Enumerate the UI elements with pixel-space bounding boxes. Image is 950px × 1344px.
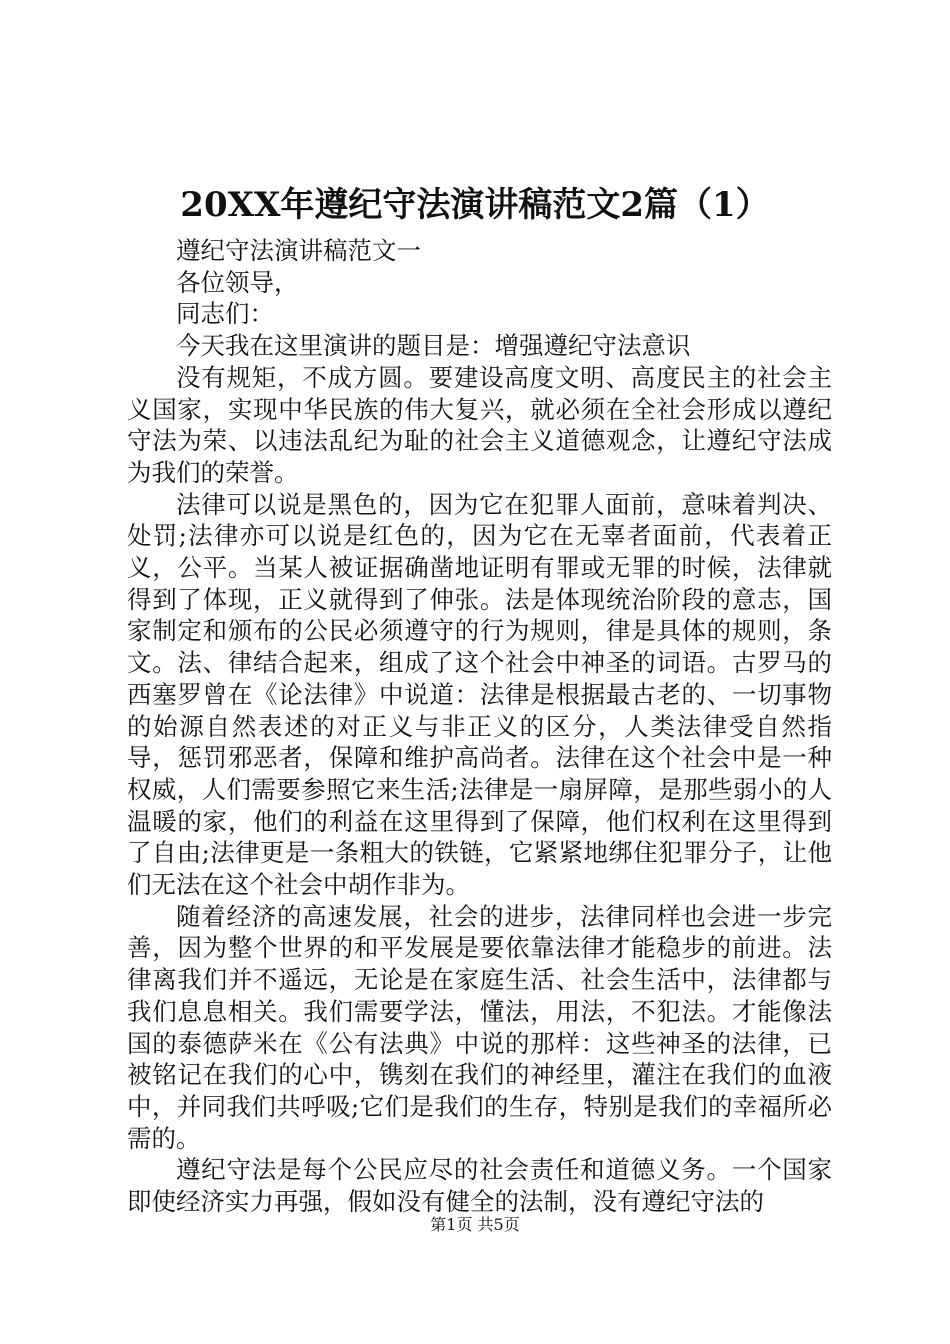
document-title: 20XX年遵纪守法演讲稿范文2篇（1） [180, 185, 770, 225]
paragraph: 今天我在这里演讲的题目是：增强遵纪守法意识 [176, 331, 691, 361]
paragraph: 没有规矩，不成方圆。要建设高度文明、高度民主的社会主义国家，实现中华民族的伟大复兴，就必须在全社会形成以遵纪守法为荣、以违法乱纪为耻的社会主义道德观念，让遵纪守法成为我们的荣誉。 [127, 362, 832, 487]
paragraph: 随着经济的高速发展，社会的进步，法律同样也会进一步完善，因为整个世界的和平发展是要依靠法律才能稳步的前进。法律离我们并不遥远，无论是在家庭生活、社会生活中，法律都与我们息息相关。我们需要学法，懂法，用法，不犯法。才能像法国的泰德萨米在《公有法典》中说的那样：这些神圣的法律，已被铭记在我们的心中，镌刻在我们的神经里，灌注在我们的血液中，并同我们共呼吸;它们是我们的生存，特别是我们的幸福所必需的。 [127, 901, 832, 1153]
paragraph: 各位领导， [176, 267, 299, 297]
paragraph: 遵纪守法演讲稿范文一 [176, 236, 421, 265]
document-body [127, 235, 832, 1218]
paragraph: 法律可以说是黑色的，因为它在犯罪人面前，意味着判决、处罚;法律亦可以说是红色的，因为它在无辜者面前，代表着正义，公平。当某人被证据确凿地证明有罪或无罪的时候，法律就得到了体现，正义就得到了伸张。法是体现统治阶段的意志，国家制定和颁布的公民必须遵守的行为规则，律是具体的规则，条文。法、律结合起来，组成了这个社会中神圣的词语。古罗马的西塞罗曾在《论法律》中说道：法律是根据最古老的、一切事物的始源自然表述的对正义与非正义的区分，人类法律受自然指导，惩罚邪恶者，保障和维护高尚者。法律在这个社会中是一种权威，人们需要参照它来生活;法律是一扇屏障，是那些弱小的人温暖的家，他们的利益在这里得到了保障，他们权利在这里得到了自由;法律更是一条粗大的铁链，它紧紧地绑住犯罪分子，让他们无法在这个社会中胡作非为。 [127, 489, 832, 900]
paragraph: 遵纪守法是每个公民应尽的社会责任和道德义务。一个国家即使经济实力再强，假如没有健全的法制，没有遵纪守法的 [127, 1155, 832, 1217]
page-number-footer: 第1页 共5页 [430, 1215, 520, 1234]
paragraph: 同志们： [176, 299, 274, 329]
